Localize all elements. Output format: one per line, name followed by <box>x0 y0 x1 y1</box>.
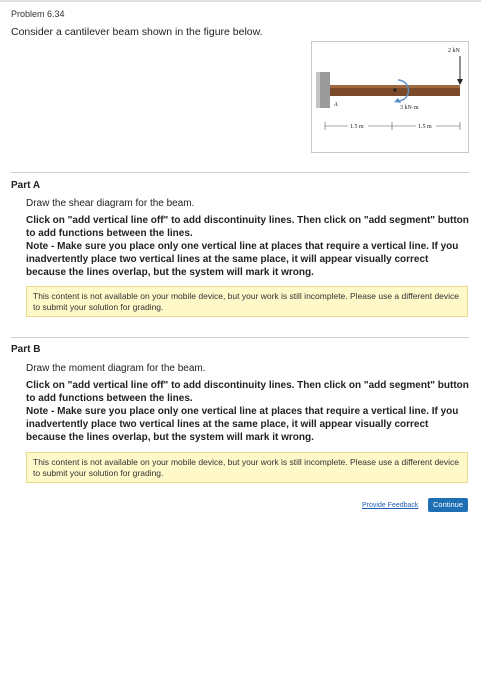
beam-figure <box>311 41 469 153</box>
part-b-task: Draw the moment diagram for the beam. <box>26 363 206 374</box>
part-a-instruction: Click on "add vertical line off" to add discontinuity lines. Then click on "add segment" button to add functions between the lines. <box>26 215 469 239</box>
part-a-notice: This content is not available on your mobile device, but your work is still incomplete. Please use a different device to submit your solution for grading. <box>26 286 468 317</box>
continue-button[interactable]: Continue <box>428 498 468 512</box>
part-a-title: Part A <box>11 180 41 191</box>
problem-intro: Consider a cantilever beam shown in the figure below. <box>11 26 263 38</box>
dim-left-label: 1.5 m <box>350 124 364 130</box>
part-a-note: Note - Make sure you place only one vertical line at places that require a vertical line. If you inadvertently place two vertical lines at the same place, it will appear visually correct because the lines overlap, but the system will mark it wrong. <box>26 241 459 278</box>
load-arrowhead-icon <box>457 79 463 85</box>
part-b-title: Part B <box>11 344 41 355</box>
part-b-instruction: Click on "add vertical line off" to add discontinuity lines. Then click on "add segment" button to add functions between the lines. <box>26 380 469 404</box>
beam-highlight <box>330 85 460 88</box>
part-a-body <box>26 197 471 279</box>
provide-feedback-link[interactable]: Provide Feedback <box>362 502 419 509</box>
part-b-note: Note - Make sure you place only one vertical line at places that require a vertical line. If you inadvertently place two vertical lines at the same place, it will appear visually correct because the lines overlap, but the system will mark it wrong. <box>26 406 459 443</box>
load-label: 2 kN <box>448 48 460 54</box>
support-label: A <box>334 102 338 108</box>
divider-part-b <box>11 337 469 338</box>
dim-right-label: 1.5 m <box>418 124 432 130</box>
problem-id: Problem 6.34 <box>11 9 65 19</box>
wall-hatch <box>316 72 320 108</box>
moment-point <box>393 88 396 91</box>
moment-label: 3 kN·m <box>400 105 419 111</box>
part-a-task: Draw the shear diagram for the beam. <box>26 198 195 209</box>
part-b-body <box>26 362 471 444</box>
beam-diagram <box>312 42 468 152</box>
divider-part-a <box>11 172 469 173</box>
wall <box>320 72 330 108</box>
top-rule <box>0 0 481 2</box>
part-b-notice: This content is not available on your mobile device, but your work is still incomplete. Please use a different device to submit your solution for grading. <box>26 452 468 483</box>
